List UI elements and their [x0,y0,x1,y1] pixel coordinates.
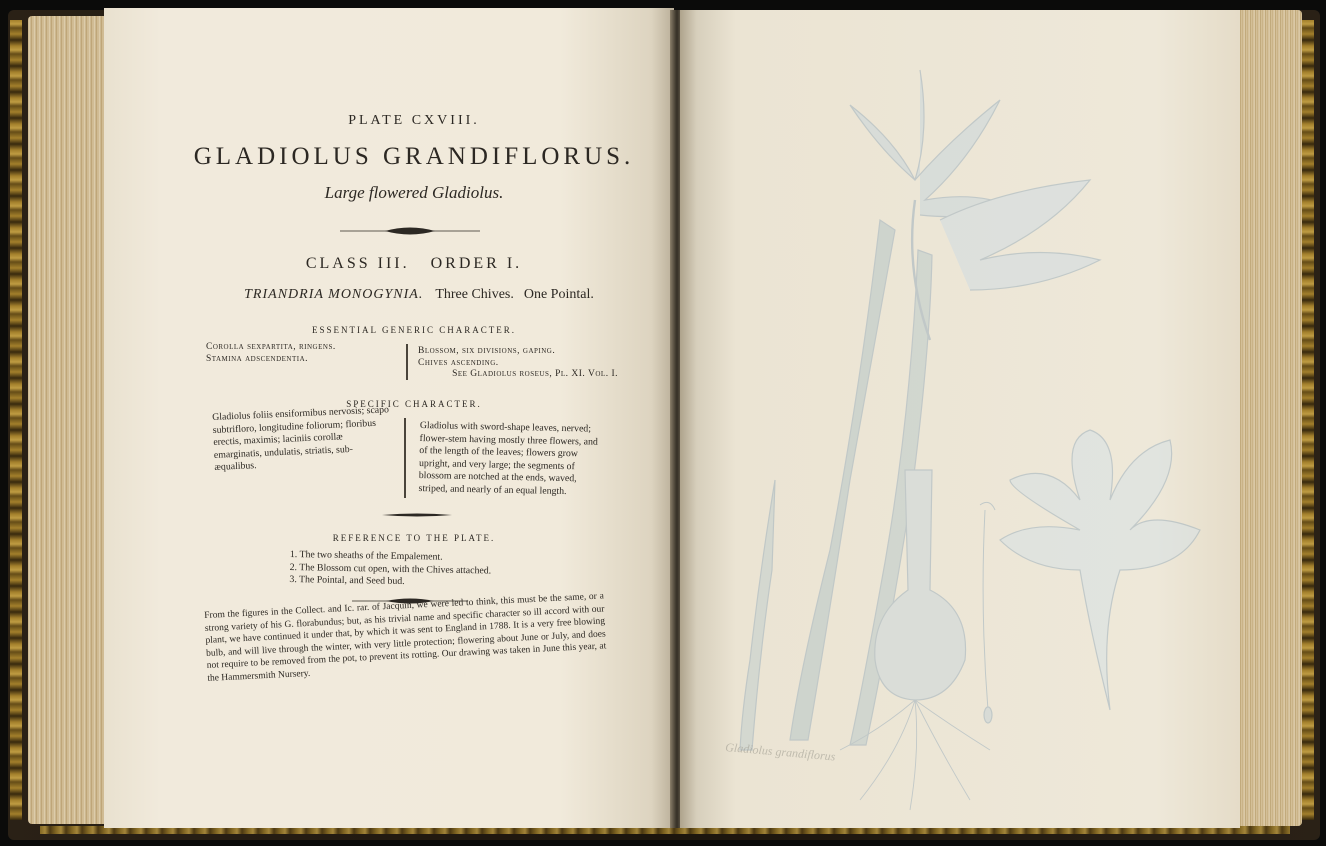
essential-english [418,346,618,381]
english-name: Large flowered Gladiolus. [324,183,504,202]
seed-bud [984,707,992,723]
genus-species-title: GLADIOLUS GRANDIFLORUS. [193,143,635,170]
specific-latin: Gladiolus foliis ensiformibus nervosis; scapo subtrifloro, longitudine foliorum; floribus erectis, maximis; laciniis corollæ emarginatis, undulatis, striatis, sub-æqualibus. [212,404,390,473]
essential-latin-line: Corolla sexpartita, ringens. [206,342,336,352]
botanical-illustration [680,10,1236,828]
leaf [740,480,775,750]
reference-list [289,549,491,590]
essential-english-line: Blossom, six divisions, gaping. [418,346,556,356]
essential-latin [206,342,396,365]
essential-english-line: Chives ascending. [418,357,499,368]
reference-item: 3. The Pointal, and Seed bud. [289,573,405,588]
class-order-line: CLASS III. ORDER I. [305,255,523,272]
essential-character-heading: ESSENTIAL GENERIC CHARACTER. [312,325,516,335]
pointal [980,502,995,710]
linnaean-name: TRIANDRIA MONOGYNIA. [244,287,424,302]
linnaean-chives: Three Chives. [435,287,514,302]
blossom-cut-open [1000,430,1200,710]
gilt-border-right [1302,20,1314,820]
bracket-divider [404,418,406,498]
reference-item: 2. The Blossom cut open, with the Chives attached. [289,561,492,577]
rule-divider [382,512,452,518]
essential-latin-line: Stamina adscendentia. [206,353,309,364]
ornament-divider-1 [340,224,480,238]
gilt-border-left [10,20,22,820]
bracket-divider [406,344,408,380]
specific-character-heading: SPECIFIC CHARACTER. [346,399,482,409]
reference-heading: REFERENCE TO THE PLATE. [332,533,496,543]
plate-caption: Gladiolus grandiflorus [724,740,836,764]
specific-english: Gladiolus with sword-shape leaves, nerved; flower-stem having mostly three flowers, and of the length of the leaves; flowers grow upright, and very large; the segments of blossom are notched at the ends, waved, striped, and nearly of an equal length. [418,420,598,497]
linnaean-line [104,287,734,303]
flower-upper [850,70,1020,217]
description-paragraph: From the figures in the Collect. and Ic. rar. of Jacquin, we were led to think, this must be the same, or a strong variety of his G. florabundus; but, as his trivial name and specific character so ill accord with our plant, we have continued it under that, by which it was sent to England in 1788. It is a very free blowing bulb, and will live through the winter, with very little protection; flowering about June or July, and does not require to be removed from the pot, to prevent its rotting. Our drawing was taken in June this year, at the Hammersmith Nursery. [204,591,607,684]
page-edges-right [1236,10,1302,826]
reference-item: 1. The two sheaths of the Empalement. [289,549,443,563]
plate-number: PLATE CXVIII. [348,113,480,128]
essential-see-reference: See Gladiolus roseus, Pl. XI. Vol. I. [452,369,618,379]
linnaean-pointal: One Pointal. [523,287,594,302]
